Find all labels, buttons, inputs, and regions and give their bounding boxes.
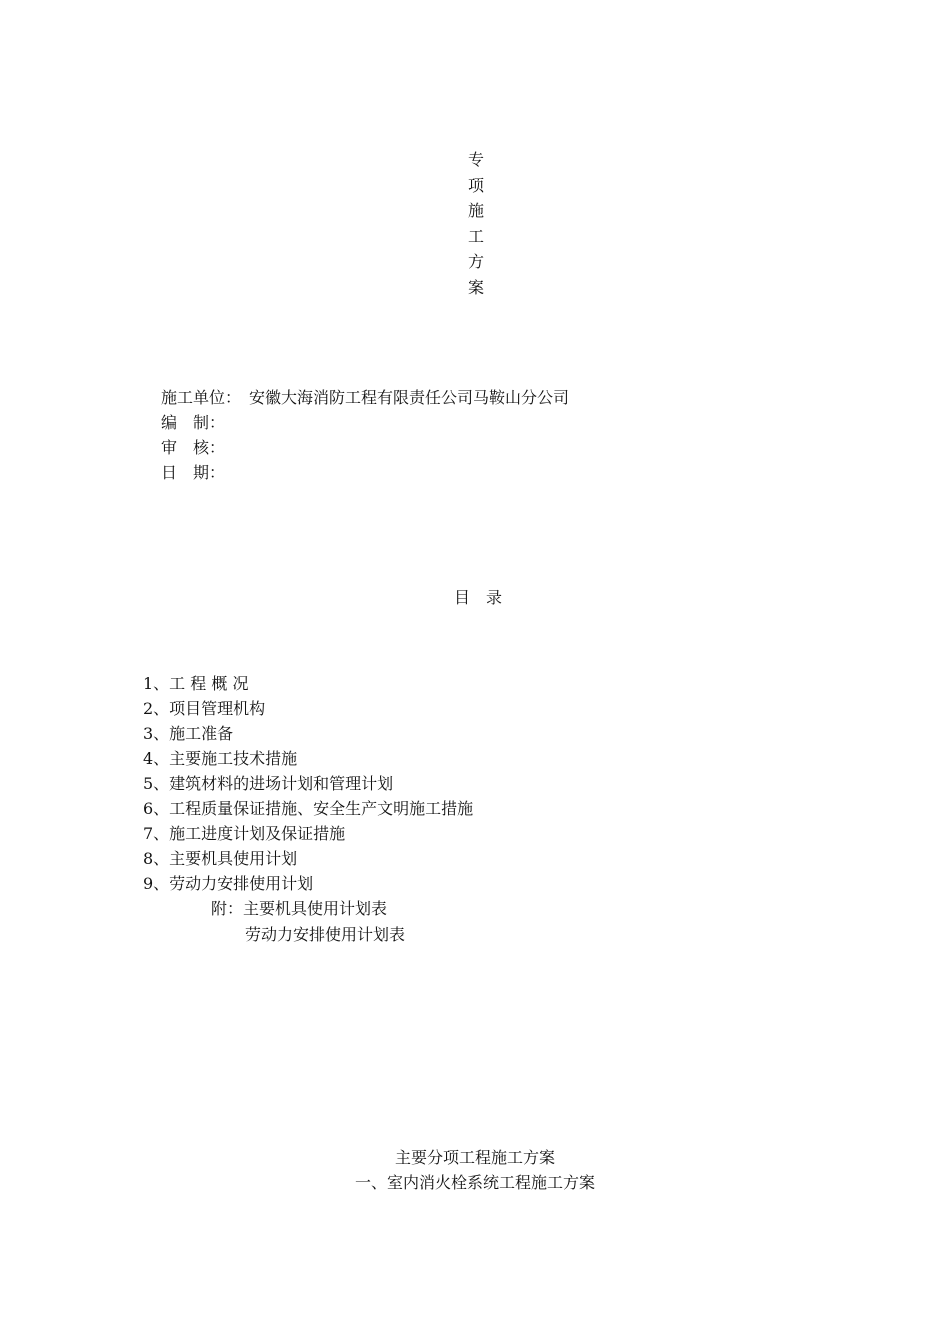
section-subheading: 一、室内消火栓系统工程施工方案 (354, 1173, 595, 1192)
toc-item: 6、工程质量保证措施、安全生产文明施工措施 (143, 799, 474, 818)
cover-title-char: 工 (467, 226, 484, 246)
cover-title-char: 专 (467, 150, 484, 169)
cover-title-char: 项 (467, 175, 484, 195)
cover-title-char: 方 (467, 252, 484, 271)
toc-item: 1、工 程 概 况 (143, 674, 249, 693)
toc-item: 3、施工准备 (143, 724, 234, 743)
toc-title: 目 录 (454, 588, 503, 607)
toc-item: 8、主要机具使用计划 (143, 849, 298, 868)
toc-item: 2、项目管理机构 (143, 699, 266, 718)
construction-unit-label: 施工单位： (161, 388, 242, 407)
toc-item: 9、劳动力安排使用计划 (143, 874, 314, 893)
construction-unit-value: 安徽大海消防工程有限责任公司马鞍山分公司 (249, 388, 570, 407)
toc-item: 5、建筑材料的进场计划和管理计划 (143, 774, 394, 793)
compiler-label: 编 制： (161, 413, 226, 432)
toc-appendix: 附：主要机具使用计划表 (211, 899, 388, 918)
cover-title (466, 150, 486, 303)
toc-item: 7、施工进度计划及保证措施 (143, 824, 346, 843)
toc-appendix: 劳动力安排使用计划表 (245, 925, 406, 944)
cover-title-char: 施 (467, 201, 484, 220)
construction-unit-line (161, 388, 569, 408)
toc-item: 4、主要施工技术措施 (143, 749, 298, 768)
reviewer-label: 审 核： (161, 438, 226, 457)
cover-title-char: 案 (467, 277, 484, 297)
section-heading: 主要分项工程施工方案 (394, 1148, 555, 1167)
date-label: 日 期： (161, 463, 226, 482)
